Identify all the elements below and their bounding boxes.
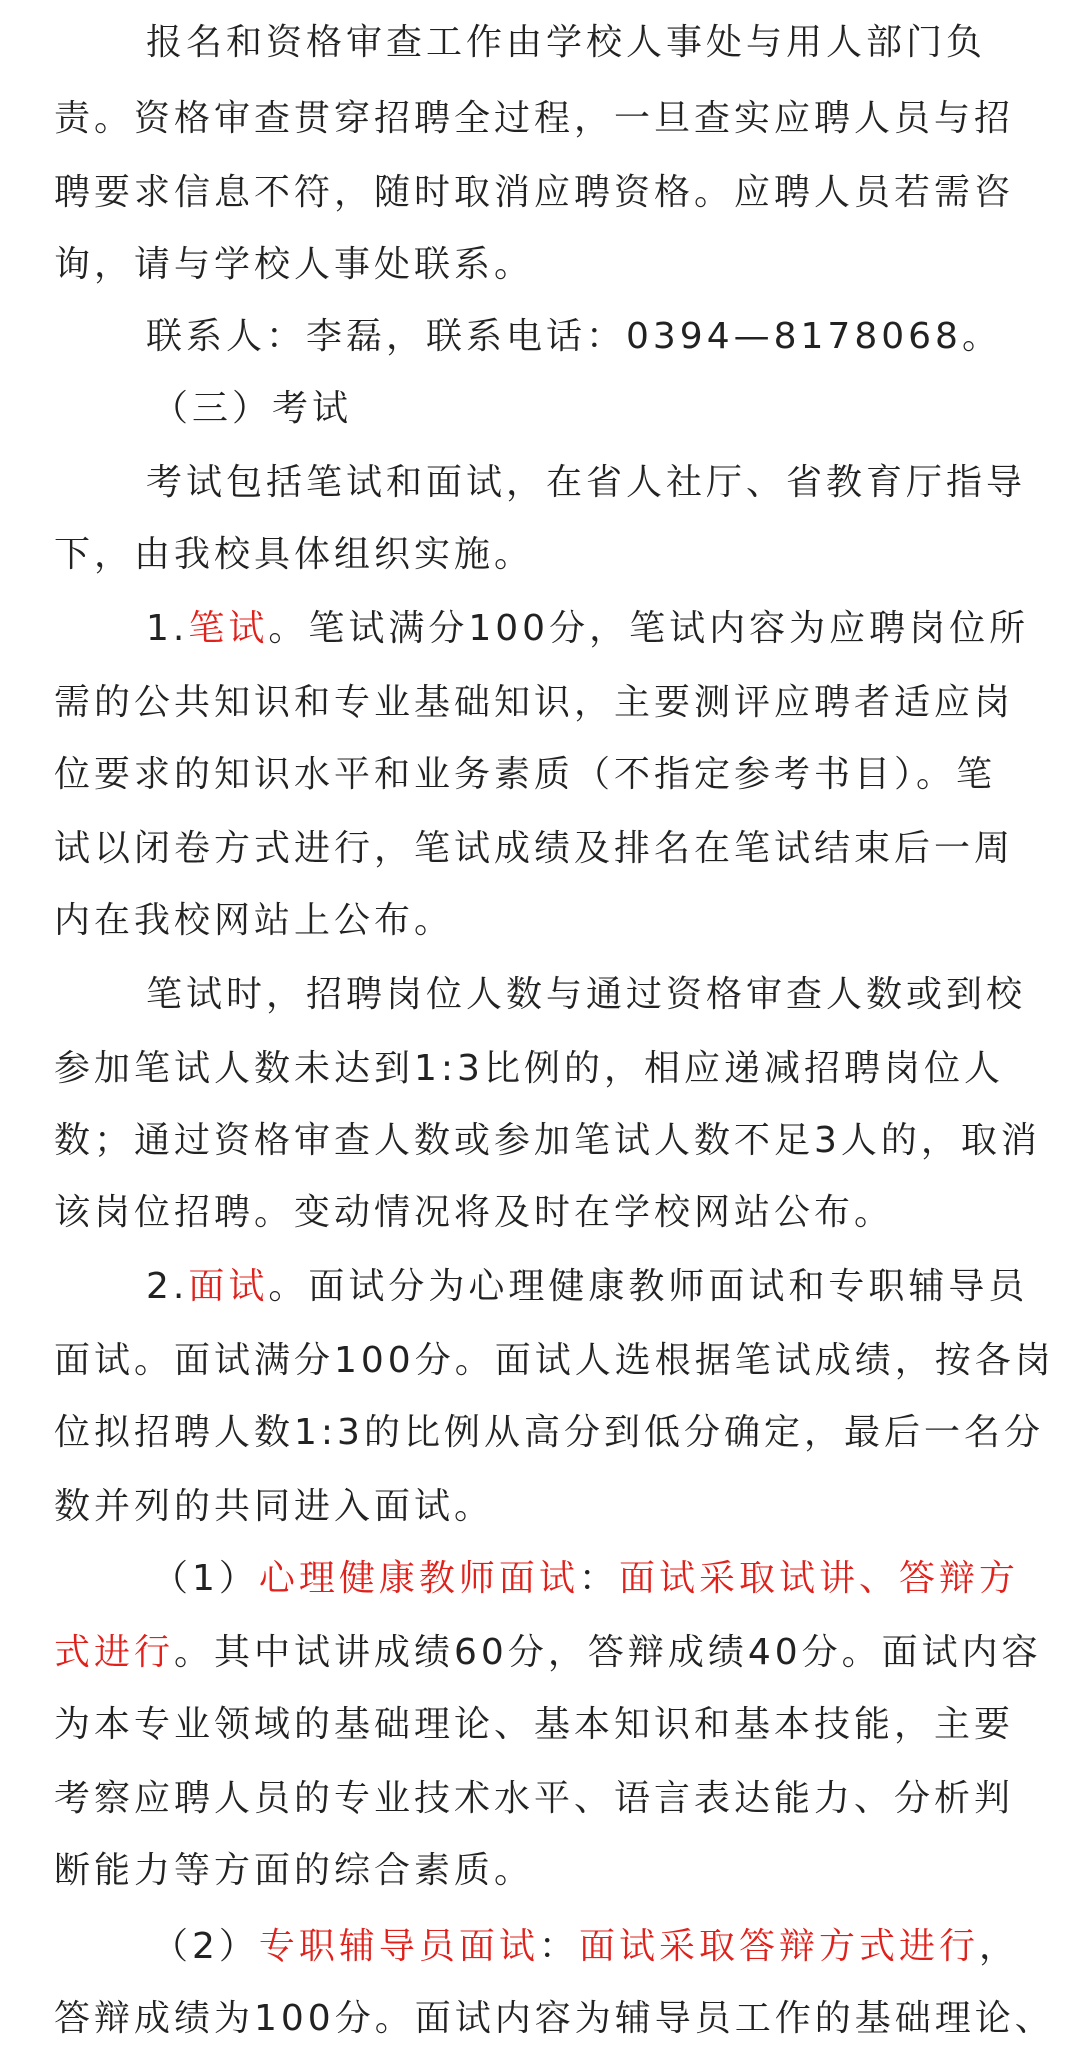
line-text: ：	[578, 1558, 619, 1599]
text-line	[0, 1176, 1080, 1250]
line-text: 答辩成绩为100分。面试内容为辅导员工作的基础理论、	[54, 1998, 1055, 2039]
line-text: 下，由我校具体组织实施。	[54, 534, 535, 575]
item-number: 1.	[146, 608, 189, 649]
section-heading-text: （三）考试	[152, 388, 353, 429]
text-line	[0, 1032, 1080, 1106]
text-line	[0, 738, 1080, 812]
line-text: 内在我校网站上公布。	[54, 900, 455, 941]
line-text: 为本专业领域的基础理论、基本知识和基本技能，主要	[54, 1704, 1015, 1745]
text-line	[0, 82, 1080, 156]
counselor-interview-line	[0, 1910, 1080, 1984]
text-line	[0, 884, 1080, 958]
line-text: 面试。面试满分100分。面试人选根据笔试成绩，按各岗	[54, 1340, 1055, 1381]
text-line	[0, 446, 1080, 520]
highlight-interview: 面试	[188, 1266, 269, 1307]
line-text: 报名和资格审查工作由学校人事处与用人部门负	[146, 22, 987, 63]
line-text: 责。资格审查贯穿招聘全过程，一旦查实应聘人员与招	[54, 98, 1015, 139]
highlight-counselor-interview: 专职辅导员面试	[258, 1926, 539, 1967]
line-text: 询，请与学校人事处联系。	[54, 244, 535, 285]
line-text: 。面试分为心理健康教师面试和专职辅导员	[268, 1266, 1029, 1307]
text-line	[0, 156, 1080, 230]
line-text: 位要求的知识水平和业务素质（不指定参考书目）。笔	[54, 754, 997, 795]
line-text: 试以闭卷方式进行，笔试成绩及排名在笔试结束后一周	[54, 828, 1015, 869]
line-text: 数；通过资格审查人数或参加笔试人数不足3人的，取消	[54, 1120, 1041, 1161]
text-line	[0, 958, 1080, 1032]
line-text: 。其中试讲成绩60分，答辩成绩40分。面试内容	[174, 1632, 1042, 1673]
line-text: 考察应聘人员的专业技术水平、语言表达能力、分析判	[54, 1778, 1015, 1819]
text-line	[0, 1616, 1080, 1690]
item-number: （2）	[152, 1926, 259, 1967]
section-heading	[0, 372, 1080, 446]
text-line	[0, 1834, 1080, 1908]
item-number: 2.	[146, 1266, 189, 1307]
highlight-defense-method: 面试采取答辩方式进行	[578, 1926, 979, 1967]
line-text: 该岗位招聘。变动情况将及时在学校网站公布。	[54, 1192, 895, 1233]
highlight-psych-teacher-interview: 心理健康教师面试	[258, 1558, 579, 1599]
text-line	[0, 666, 1080, 740]
text-line	[0, 1396, 1080, 1470]
line-text: 断能力等方面的综合素质。	[54, 1850, 535, 1891]
contact-line	[0, 300, 1080, 374]
line-text: 。笔试满分100分，笔试内容为应聘岗位所	[268, 608, 1030, 649]
text-line	[0, 812, 1080, 886]
line-text: ，	[978, 1926, 1019, 1967]
line-text: 聘要求信息不符，随时取消应聘资格。应聘人员若需咨	[54, 172, 1015, 213]
line-text: 需的公共知识和专业基础知识，主要测评应聘者适应岗	[54, 682, 1015, 723]
text-line	[0, 228, 1080, 302]
line-text: 位拟招聘人数1:3的比例从高分到低分确定，最后一名分	[54, 1412, 1044, 1453]
contact-text: 联系人：李磊，联系电话：0394—8178068。	[146, 316, 1002, 357]
highlight-interview-method-cont: 式进行	[54, 1632, 175, 1673]
text-line	[0, 1324, 1080, 1398]
text-line	[0, 1762, 1080, 1836]
text-line	[0, 1688, 1080, 1762]
line-text: 笔试时，招聘岗位人数与通过资格审查人数或到校	[146, 974, 1027, 1015]
line-text: ：	[538, 1926, 579, 1967]
written-exam-line	[0, 592, 1080, 666]
text-line	[0, 1982, 1080, 2056]
text-line	[0, 6, 1080, 80]
text-line	[0, 518, 1080, 592]
interview-line	[0, 1250, 1080, 1324]
item-number: （1）	[152, 1558, 259, 1599]
text-line	[0, 1104, 1080, 1178]
text-line	[0, 1470, 1080, 1544]
line-text: 考试包括笔试和面试，在省人社厅、省教育厅指导	[146, 462, 1027, 503]
line-text: 数并列的共同进入面试。	[54, 1486, 495, 1527]
highlight-written-exam: 笔试	[188, 608, 269, 649]
psych-interview-line	[0, 1542, 1080, 1616]
line-text: 参加笔试人数未达到1:3比例的，相应递减招聘岗位人	[54, 1048, 1004, 1089]
highlight-interview-method: 面试采取试讲、答辩方	[618, 1558, 1019, 1599]
